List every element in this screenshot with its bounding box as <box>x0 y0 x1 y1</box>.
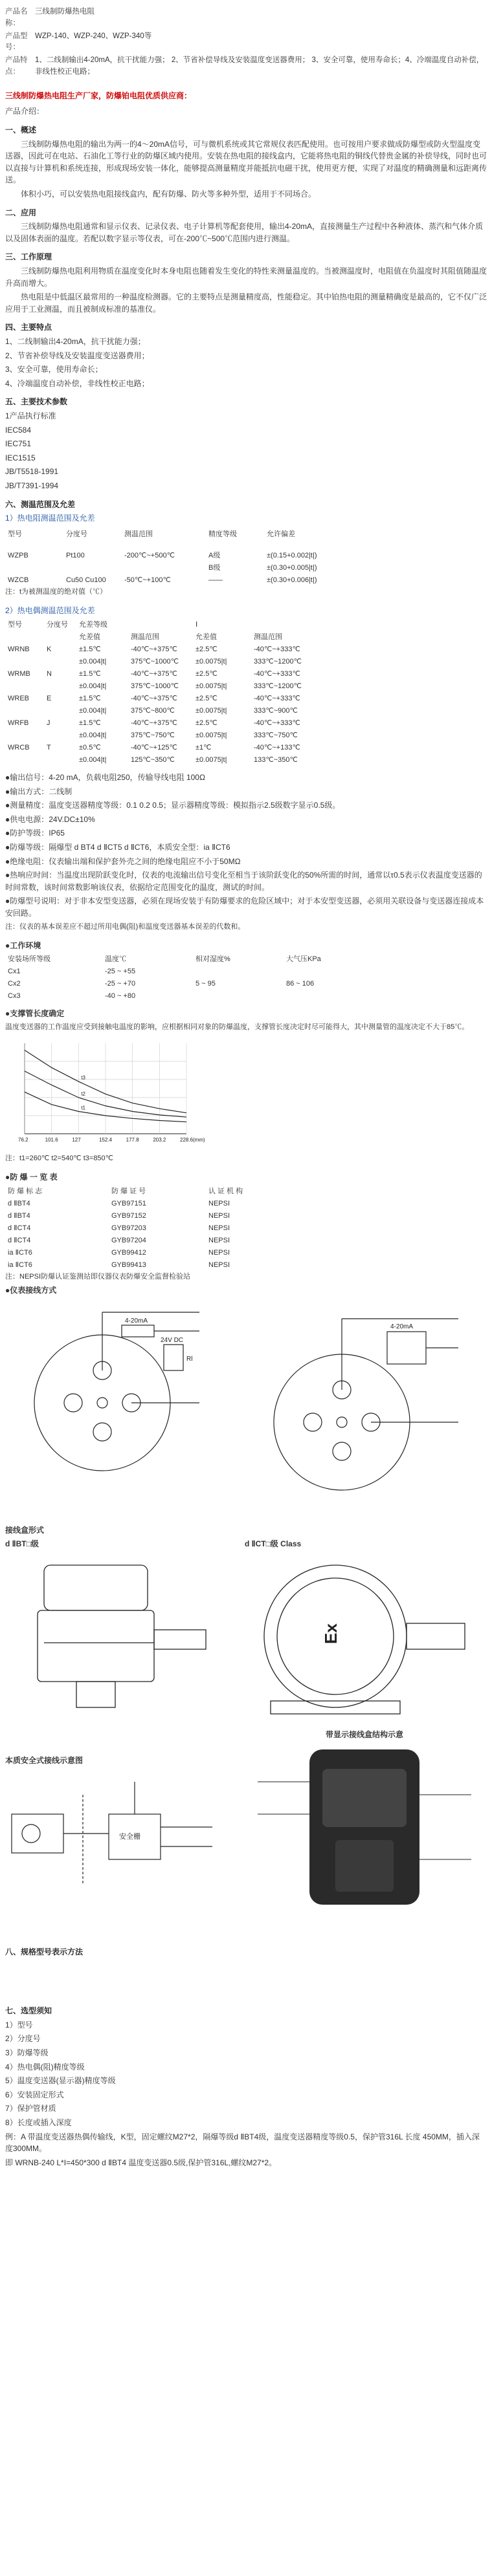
cell: WRMB <box>8 669 30 678</box>
rtd-note: 注：t为被测温度的绝对值（℃） <box>5 587 107 596</box>
table-row <box>5 574 394 587</box>
cell: WZPB <box>8 551 28 559</box>
product-header <box>5 6 487 78</box>
cell: WRNB <box>8 645 30 653</box>
cell: 333℃~900℃ <box>254 706 298 715</box>
rtd-table <box>5 528 394 587</box>
feature-item: 3、安全可靠，使用寿命长； <box>5 365 103 374</box>
cell: WRCB <box>8 743 30 752</box>
tc-header: 允差等级 <box>79 620 107 629</box>
feature-item: 2、节省补偿导线及安装温度变送器费用； <box>5 351 150 360</box>
cell: 333℃~1200℃ <box>254 682 302 690</box>
overview-p2: 体积小巧，可以安装热电阻接线盒内，配有防爆、防火等多种外型，适用于不同场合。 <box>21 189 317 199</box>
table-row <box>5 717 368 730</box>
cell: ±1.5℃ <box>79 694 101 702</box>
cell: -25 ~ +70 <box>105 980 136 988</box>
cell: ±2.5℃ <box>196 694 218 702</box>
cell: ±0.004|t| <box>79 706 107 715</box>
cell: ±2.5℃ <box>196 645 218 653</box>
tc-header: Ⅰ <box>196 620 198 629</box>
cell: ±0.004|t| <box>79 756 107 764</box>
table-row <box>5 730 368 742</box>
shell-title: 接线盒形式 <box>5 1525 45 1535</box>
cell: GYB97204 <box>111 1236 146 1244</box>
intro-label: 产品介绍： <box>5 107 45 116</box>
table-row <box>5 754 368 766</box>
selection-item: 3）防爆等级 <box>5 2048 49 2058</box>
cell: 375℃~1000℃ <box>131 657 179 666</box>
cell: ±1.5℃ <box>79 645 101 653</box>
safety-barrier-label: 安全栅 <box>119 1833 140 1841</box>
env-title: ●工作环境 <box>5 940 41 950</box>
tc-subheader: 允差值 <box>196 633 217 641</box>
cell: 125℃~350℃ <box>131 756 175 764</box>
cell: -40℃~+375℃ <box>131 694 177 702</box>
cell: Cx3 <box>8 992 21 1001</box>
table-row <box>5 1247 277 1259</box>
env-header: 安装场所等级 <box>8 955 50 964</box>
tc-subheader: 测温范围 <box>254 633 282 641</box>
x-tick-label: 177.8 <box>126 1137 139 1143</box>
tc-title: 2）热电偶测温范围及允差 <box>5 605 95 615</box>
cell: ±(0.30+0.006|t|) <box>267 576 317 584</box>
cell: WZCB <box>8 576 29 584</box>
tc-subheader: 测温范围 <box>131 633 159 641</box>
support-length-chart <box>5 1037 205 1153</box>
shell-left <box>5 1538 225 1724</box>
cell <box>44 656 76 668</box>
table-row <box>5 656 368 668</box>
explosion-table-title: ●防 爆 一 览 表 <box>5 1173 58 1182</box>
support-text: 温度变送器的工作温度应受到接触电温度的影响，应根据相同对象的防爆温度，支撑管长度决定时尽可能得大，其中测量管的温度决定不大于85℃。 <box>5 1023 469 1032</box>
cell: 86 ~ 106 <box>286 980 315 988</box>
cell <box>44 730 76 742</box>
spec-item: ●防爆等级：隔爆型 d BT4 d ⅡCT5 d ⅡCT6，本质安全型：ia ⅡCT6 <box>5 843 230 852</box>
shell-left-drawing <box>5 1552 219 1720</box>
cell: E <box>47 694 52 702</box>
table-row <box>5 550 394 562</box>
overview-p1: 三线制防爆热电阻的输出为两一的4～20mA信号，可与微机系统或其它常规仪表匹配使用。也可按用户要求做成防爆型或防火型温度变送器，因此可在电站、石油化工等行业的防爆区域内使用。安装在热电阻的接线盒内，它能将热电阻的铜线代替贵金属的补偿导线，同时也可以直接与计算机和系统连接，形成现场安装一体化，能够提高测量精度并能抵抗电磁干扰，使用更方便，实现了对温度的精确测量和远距离传送。 <box>5 139 487 185</box>
cell: GYB97152 <box>111 1211 146 1220</box>
selection-item: 7）保护管材质 <box>5 2104 56 2114</box>
selection-example: 例：A 带温度变送器热偶传输线，K型，固定螺纹M27*2，隔爆等级d ⅡBT4级，温度变送器精度等级0.5，保护管316L 长度 450MM，插入深度300MM。 <box>5 2132 480 2154</box>
table-row <box>5 668 368 680</box>
cell: T <box>47 743 51 752</box>
table-row <box>5 644 368 656</box>
env-table <box>5 953 368 1002</box>
cell: d ⅡBT4 <box>8 1211 30 1220</box>
spec-item: ●热响应时间：当温度出现阶跃变化时，仪表的电流输出信号变化至相当于该阶跃变化的50%所需的时间，通常以τ0.5表示仪表温度变送器的时间常数，该时间常数影响该仪表，依据给定范围变化的温度，测试的时间。 <box>5 871 482 892</box>
rtd-title: 1）热电阻测温范围及允差 <box>5 514 95 523</box>
proto-note: 注：仪表的基本误差应不超过所用电偶(阻)和温度变送器基本误差的代数和。 <box>5 922 245 931</box>
cell <box>44 705 76 717</box>
intro-title: 三线制防爆热电阻生产厂家，防爆铂电阻优质供应商： <box>5 91 192 100</box>
rtd-header: 型号 <box>8 530 22 538</box>
cell <box>44 680 76 693</box>
x-tick-label: 152.4 <box>99 1137 113 1143</box>
cell: -25 ~ +55 <box>105 968 136 976</box>
cell: J <box>47 719 50 727</box>
table-row <box>5 562 394 574</box>
wiring-diagram <box>5 1299 487 1519</box>
cell <box>5 754 44 766</box>
table-row <box>5 742 368 754</box>
spec-item: ●防爆型号说明：对于非本安型变送器，必须在现场安装于有防爆要求的危险区域中；对于本安型变送器，必须用关联设备与变送器连接成本安回路。 <box>5 896 484 918</box>
table-row <box>5 1198 277 1210</box>
spec-item: ●测量精度：温度变送器精度等级：0.1 0.2 0.5；显示器精度等级：模拟指示2.5级数字显示0.5级。 <box>5 801 341 810</box>
cell: —— <box>208 576 223 584</box>
section-features-title: 四、主要特点 <box>5 323 52 332</box>
wiring-right <box>274 1319 458 1490</box>
x-tick-label: 203.2 <box>153 1137 166 1143</box>
cell: -40℃~+133℃ <box>254 743 300 752</box>
ex-header: 防 爆 证 号 <box>111 1187 146 1195</box>
cell: NEPSI <box>208 1224 230 1232</box>
cell <box>44 754 76 766</box>
wiring-left <box>34 1312 199 1471</box>
display-title: 带显示接线盒结构示意 <box>325 1730 403 1740</box>
ex-header: 防 爆 标 志 <box>8 1187 43 1195</box>
explosion-table <box>5 1185 277 1272</box>
product-name: 三线制防爆热电阻 <box>35 8 95 16</box>
cell: 333℃~750℃ <box>254 731 298 739</box>
section-range-title: 六、测温范围及允差 <box>5 499 76 509</box>
explosion-note: 注：NEPSI防爆认证鉴测站即仪器仪表防爆安全监督检验站 <box>5 1273 191 1281</box>
table-row <box>5 966 368 978</box>
standard-item: JB/T7391-1994 <box>5 481 59 490</box>
cell: GYB99412 <box>111 1248 146 1257</box>
table-row <box>5 705 368 717</box>
wiring-left-current: 4-20mA <box>125 1317 148 1325</box>
cell: d ⅡCT4 <box>8 1224 31 1232</box>
cell: ±(0.15+0.002|t|) <box>267 551 317 559</box>
cell: -40℃~+375℃ <box>131 645 177 653</box>
cell: K <box>47 645 52 653</box>
cell: 375℃~1000℃ <box>131 682 179 690</box>
product-model: WZP-140、WZP-240、WZP-340等 <box>35 32 152 40</box>
principle-p1: 三线制防爆热电阻利用物质在温度变化时本身电阻也随着发生变化的特性来测量温度的。当被测温度时，电阻值在负温度时其阻值随温度升高而增大。 <box>5 266 487 288</box>
cell: -200℃~+500℃ <box>124 551 175 559</box>
standard-item: IEC584 <box>5 425 32 435</box>
cell: Pt100 <box>66 551 85 559</box>
cell: Cx1 <box>8 968 21 976</box>
spec-item: ●输出信号：4-20 mA，负载电阻250，传输导线电阻 100Ω <box>5 773 205 783</box>
env-header: 相对湿度% <box>196 955 230 964</box>
cell: ±1℃ <box>196 743 212 752</box>
cell: Cx2 <box>8 980 21 988</box>
table-row <box>5 978 368 990</box>
cell: 375℃~800℃ <box>131 706 175 715</box>
display-box-drawing <box>245 1743 484 1911</box>
cell: ±0.0075|t| <box>196 756 227 764</box>
section-principle-title: 三、工作原理 <box>5 252 52 262</box>
safety-block <box>5 1729 232 1914</box>
chart-note: 注：t1=260℃ t2=540℃ t3=850℃ <box>5 1154 114 1163</box>
wiring-title: ●仪表接线方式 <box>5 1286 57 1295</box>
cell: -40℃~+125℃ <box>131 743 177 752</box>
spec-item: ●绝缘电阻：仪表输出端和保护套外壳之间的绝缘电阻应不小于50MΩ <box>5 856 241 866</box>
section-params-title: 五、主要技术参数 <box>5 397 68 407</box>
table-row <box>5 990 368 1002</box>
cell <box>5 656 44 668</box>
cell: ±0.0075|t| <box>196 706 227 715</box>
cell <box>5 680 44 693</box>
cell: GYB97151 <box>111 1199 146 1207</box>
cell: ±0.004|t| <box>79 682 107 690</box>
cell: NEPSI <box>208 1261 230 1269</box>
cell <box>5 705 44 717</box>
display-block <box>245 1729 484 1914</box>
cell: -40℃~+375℃ <box>131 719 177 727</box>
rtd-header: 允许偏差 <box>267 530 295 538</box>
x-tick-label: 127 <box>72 1137 81 1143</box>
rtd-header: 分度号 <box>66 530 87 538</box>
tc-header: 型号 <box>8 620 22 629</box>
cell: -40℃~+333℃ <box>254 694 300 702</box>
standards-title: 1产品执行标准 <box>5 411 56 420</box>
cell: B级 <box>208 563 221 572</box>
shell-row <box>5 1538 487 1724</box>
cell: ±(0.30+0.005|t|) <box>267 563 317 572</box>
support-title: ●支撑管长度确定 <box>5 1009 65 1019</box>
standard-item: IEC1515 <box>5 453 36 462</box>
cell: N <box>47 669 52 678</box>
cell: ±0.0075|t| <box>196 682 227 690</box>
cell: ±1.5℃ <box>79 719 101 727</box>
safety-title: 本质安全式接线示意图 <box>5 1756 84 1766</box>
feature-item: 4、冷端温度自动补偿，非线性校正电路； <box>5 378 150 388</box>
series-label: t1 <box>81 1105 86 1111</box>
table-row <box>5 693 368 705</box>
cell: Cu50 Cu100 <box>66 576 106 584</box>
table-row <box>5 1259 277 1272</box>
cell: ±0.0075|t| <box>196 731 227 739</box>
cell: ±0.5℃ <box>79 743 101 752</box>
table-row <box>5 1235 277 1247</box>
section-selection-title: 七、选型须知 <box>5 2006 52 2016</box>
cell: d ⅡCT4 <box>8 1236 31 1244</box>
cell: -40℃~+333℃ <box>254 669 300 678</box>
selection-item: 2）分度号 <box>5 2034 41 2044</box>
product-feature-key: 产品特点： <box>5 56 28 76</box>
selection-item: 5）温度变送器(显示器)精度等级 <box>5 2076 116 2086</box>
selection-item: 8）长度或插入深度 <box>5 2118 72 2127</box>
cell: NEPSI <box>208 1248 230 1257</box>
cell: ±2.5℃ <box>196 719 218 727</box>
rtd-header: 测温范围 <box>124 530 153 538</box>
cell: -40 ~ +80 <box>105 992 136 1001</box>
cell: 5 ~ 95 <box>196 980 216 988</box>
env-header: 温度℃ <box>105 955 126 964</box>
spec-item: ●供电电源：24V.DC±10% <box>5 814 95 824</box>
x-tick-label: 76.2 <box>18 1137 28 1143</box>
cell: 375℃~750℃ <box>131 731 175 739</box>
cell: GYB97203 <box>111 1224 146 1232</box>
cell: ±0.004|t| <box>79 657 107 666</box>
cell: ia ⅡCT6 <box>8 1248 32 1257</box>
safety-diagram <box>5 1769 225 1898</box>
svg-text:Ex: Ex <box>321 1623 341 1644</box>
feature-item: 1、二线制输出4-20mA，抗干扰能力强； <box>5 336 146 346</box>
selection-item: 1）型号 <box>5 2020 33 2029</box>
application-p1: 三线制防爆热电阻通常和显示仪表、记录仪表、电子计算机等配套使用，输出4-20mA，直接测量生产过程中各种液体、蒸汽和气体介质以及固体表面的温度。若配以数字显示等仪表，可在-200℃~500℃范围内进行测温。 <box>5 222 484 243</box>
cell: NEPSI <box>208 1199 230 1207</box>
terminal-row <box>5 1729 487 1914</box>
cell: -40℃~+333℃ <box>254 719 300 727</box>
spec-list <box>5 772 487 920</box>
shell-left-label: d ⅡBT□级 <box>5 1539 39 1549</box>
cell: -40℃~+375℃ <box>131 669 177 678</box>
tc-table <box>5 619 368 767</box>
product-name-key: 产品名称： <box>5 8 28 27</box>
cell: d ⅡBT4 <box>8 1199 30 1207</box>
shell-right-label: d ⅡCT□级 Class <box>245 1539 302 1549</box>
section-overview-title: 一、概述 <box>5 125 37 135</box>
cell: ±2.5℃ <box>196 669 218 678</box>
product-feature: 1、二线制输出4-20mA，抗干扰能力强； 2、节省补偿导线及安装温度变送器费用； 3、安全可靠，使用寿命长；4、冷端温度自动补偿，非线性校正电路； <box>35 56 484 76</box>
cell: -50℃~+100℃ <box>124 576 171 584</box>
x-tick-label: 228.6(mm) <box>180 1137 205 1143</box>
cell: WRFB <box>8 719 29 727</box>
cell: 133℃~350℃ <box>254 756 298 764</box>
spec-item: ●输出方式：二线制 <box>5 786 73 796</box>
table-row <box>5 1210 277 1222</box>
cell: NEPSI <box>208 1211 230 1220</box>
cell: ia ⅡCT6 <box>8 1261 32 1269</box>
x-tick-label: 101.6 <box>45 1137 58 1143</box>
spec-item: ●防护等级：IP65 <box>5 828 65 838</box>
wiring-right-current: 4-20mA <box>390 1323 414 1330</box>
cell: GYB99413 <box>111 1261 146 1269</box>
product-model-key: 产品型号： <box>5 32 28 52</box>
cell <box>5 730 44 742</box>
selection-item: 6）安装固定形式 <box>5 2090 64 2099</box>
rtd-header: 精度等级 <box>208 530 237 538</box>
cell: WREB <box>8 694 29 702</box>
env-header: 大气压KPa <box>286 955 321 964</box>
cell: -40℃~+333℃ <box>254 645 300 653</box>
selection-example-2: 即 WRNB-240 L*I=450*300 d ⅡBT4 温度变送器0.5级,保护管316L,螺纹M27*2。 <box>5 2158 277 2167</box>
table-row <box>5 1222 277 1235</box>
cell: ±0.0075|t| <box>196 657 227 666</box>
wiring-left-dc: 24V DC <box>161 1336 184 1344</box>
cell: ±1.5℃ <box>79 669 101 678</box>
table-row <box>5 680 368 693</box>
ex-header: 认 证 机 构 <box>208 1187 243 1195</box>
principle-p2: 热电阻是中低温区最常用的一种温度检测器。它的主要特点是测量精度高，性能稳定。其中铂热电阻的测量精确度是最高的，它不仅广泛应用于工业测温，而且被制成标准的基准仪。 <box>5 292 487 314</box>
standard-item: JB/T5518-1991 <box>5 467 59 477</box>
cell: NEPSI <box>208 1236 230 1244</box>
cell: 333℃~1200℃ <box>254 657 302 666</box>
standard-item: IEC751 <box>5 439 32 449</box>
section-application-title: 二、应用 <box>5 208 37 217</box>
wiring-left-r: Rl <box>186 1355 193 1363</box>
section-spec-title: 八、规格型号表示方法 <box>5 1947 84 1956</box>
tc-header: 分度号 <box>47 620 68 629</box>
selection-item: 4）热电偶(阻)精度等级 <box>5 2062 85 2072</box>
shell-right-drawing <box>245 1552 478 1720</box>
shell-right <box>245 1538 484 1724</box>
series-label: t3 <box>81 1075 86 1081</box>
series-label: t2 <box>81 1091 86 1098</box>
cell: A级 <box>208 551 221 559</box>
cell: ±0.004|t| <box>79 731 107 739</box>
tc-subheader: 允差值 <box>79 633 100 641</box>
